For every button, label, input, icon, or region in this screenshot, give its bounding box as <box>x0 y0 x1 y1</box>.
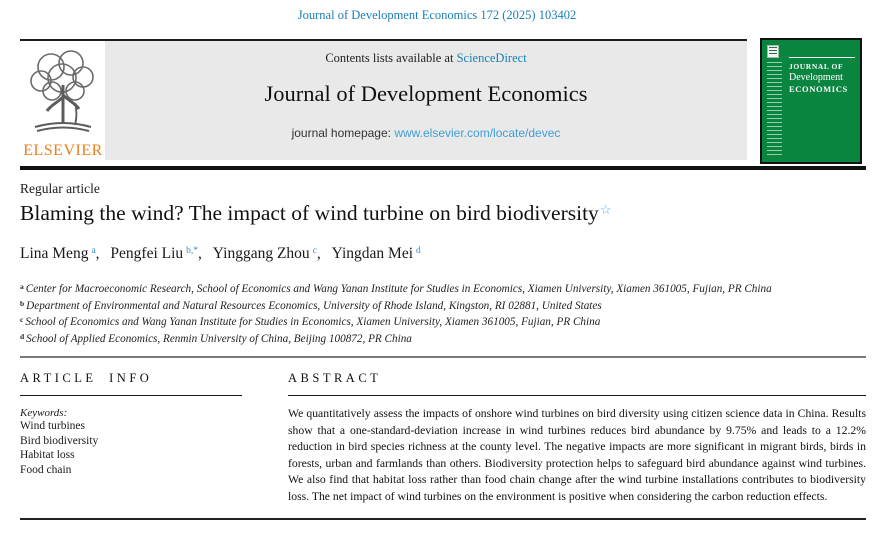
author <box>213 245 325 262</box>
author-separator: , <box>95 245 100 262</box>
author-affiliation-ref-link[interactable]: d <box>416 246 421 256</box>
affiliation-marker: c <box>20 315 24 325</box>
elsevier-logo <box>21 45 105 163</box>
abstract-column <box>288 371 866 506</box>
author <box>110 245 205 262</box>
cover-title-line1: JOURNAL OF <box>789 62 844 71</box>
journal-citation-link[interactable]: Journal of Development Economics 172 (2025) 103402 <box>297 8 577 22</box>
author-affiliation-ref-link[interactable]: a <box>91 246 96 256</box>
author <box>332 245 421 262</box>
homepage-label: journal homepage: <box>291 126 391 140</box>
article-info-column <box>20 371 242 506</box>
keywords-label: Keywords: <box>20 407 68 419</box>
cover-contents-column <box>767 62 782 156</box>
article-info-rule <box>20 395 242 396</box>
page-bottom-rule <box>20 518 866 520</box>
contents-prefix: Contents lists available at <box>325 51 454 65</box>
author-line <box>20 245 428 263</box>
abstract-rule <box>288 395 866 396</box>
affiliation-text: Department of Environmental and Natural Resources Economics, University of Rhode Island, Kingston, RI 02881, United States <box>26 299 602 312</box>
homepage-url-link[interactable]: www.elsevier.com/locate/devec <box>394 126 561 140</box>
affiliation-text: School of Applied Economics, Renmin University of China, Beijing 100872, PR China <box>26 332 412 345</box>
sciencedirect-link[interactable]: ScienceDirect <box>456 51 527 65</box>
section-top-rule <box>20 356 866 358</box>
cover-title-line2: Development <box>789 72 843 83</box>
author-name: Pengfei Liu <box>110 245 184 262</box>
abstract-heading: ABSTRACT <box>288 371 382 385</box>
header-divider <box>20 166 866 170</box>
keyword: Wind turbines <box>20 420 86 432</box>
keyword: Bird biodiversity <box>20 434 99 447</box>
author-name: Yinggang Zhou <box>212 245 310 262</box>
keyword: Habitat loss <box>20 449 75 462</box>
journal-banner <box>105 41 747 160</box>
article-info-heading: ARTICLE INFO <box>20 371 153 385</box>
banner-journal-title: Journal of Development Economics <box>264 81 588 106</box>
affiliation-marker: b <box>20 298 25 308</box>
author <box>20 245 103 262</box>
affiliation <box>20 313 866 330</box>
affiliations-block <box>20 280 866 346</box>
elsevier-tree-icon <box>27 45 99 141</box>
journal-cover-thumbnail[interactable] <box>760 38 862 164</box>
elsevier-wordmark: ELSEVIER <box>23 142 103 159</box>
author-separator: , <box>316 245 321 262</box>
author-affiliation-ref-link[interactable]: c <box>312 246 317 256</box>
affiliation <box>20 330 866 347</box>
author-separator: , <box>198 245 202 262</box>
affiliation-marker: a <box>20 282 24 291</box>
author-name: Lina Meng <box>20 245 89 262</box>
abstract-text: We quantitatively assess the impacts of onshore wind turbines on bird diversity using citizen science data in China. Results show that a one-standard-deviation increase in wind turbines reduces bird abundance by 9.75% and leads to a 12.2% reduction in bird species richness at the county level. The negative impacts are more significant in migrant birds, birds in forests, urban and farmlands than others. Biodiversity protection helps to safeguard bird abundance against wind turbines. We also find that habitat loss rather than food chain change after the wind turbine installations contributes to biodiversity loss. The net impact of wind turbines on the environment is positive when considering the carbon reduction effects. <box>288 407 866 503</box>
article-title-text: Blaming the wind? The impact of wind turbine on bird biodiversity <box>20 201 599 225</box>
cover-title-line3: ECONOMICS <box>789 84 848 94</box>
affiliation-text: School of Economics and Wang Yanan Institute for Studies in Economics, Xiamen University, Xiamen 361005, Fujian, PR China <box>25 316 601 329</box>
article-title <box>20 201 611 226</box>
article-type-label: Regular article <box>20 181 100 196</box>
cover-elsevier-mark-icon <box>767 45 779 58</box>
info-abstract-columns <box>20 371 866 506</box>
cover-title-block <box>789 57 855 94</box>
title-footnote-star-link[interactable]: ☆ <box>599 202 612 217</box>
keyword: Food chain <box>20 463 72 476</box>
affiliation-text: Center for Macroeconomic Research, School of Economics and Wang Yanan Institute for Studies in Economics, Xiamen University, Xiamen 361005, Fujian, PR China <box>25 283 772 295</box>
column-gap <box>242 371 288 506</box>
affiliation <box>20 297 866 314</box>
contents-line <box>105 51 747 66</box>
homepage-line <box>105 126 747 140</box>
affiliation-marker: d <box>20 331 25 341</box>
affiliation <box>20 280 866 297</box>
author-name: Yingdan Mei <box>331 245 414 262</box>
author-affiliation-ref-link[interactable]: b,* <box>186 246 199 256</box>
